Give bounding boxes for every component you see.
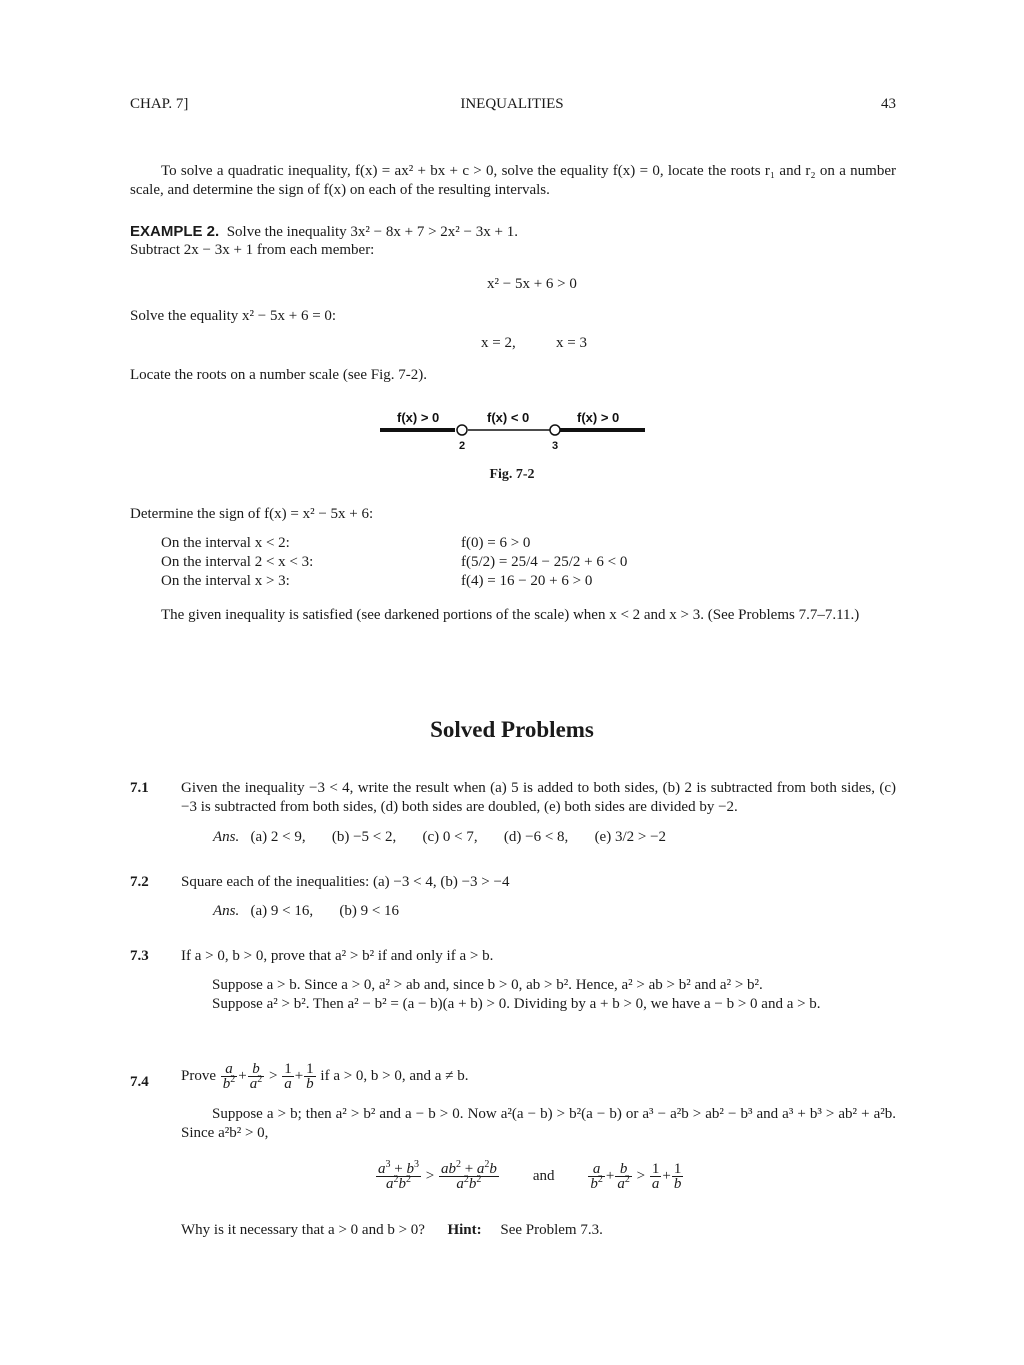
label-middle: f(x) < 0 [487, 410, 530, 425]
label-left: f(x) > 0 [397, 410, 440, 425]
conclusion-text: The given inequality is satisfied (see darkened portions of the scale) when x < 2 and x > 3. (See Problems 7.7–7.11.) [161, 607, 860, 623]
and-word: and [532, 1168, 555, 1184]
answer-c: (c) 0 < 7, [422, 829, 478, 845]
answer-line-7-2 [213, 902, 399, 921]
question-line-7-4 [181, 1221, 603, 1240]
problem-number-7-4: 7.4 [130, 1074, 149, 1090]
interval-value-2: f(5/2) = 25/4 − 25/2 + 6 < 0 [461, 554, 628, 570]
interval-label-3: On the interval x > 3: [161, 573, 290, 589]
root-1: x = 2, [481, 335, 516, 351]
problem-number-7-3: 7.3 [130, 948, 149, 964]
answer-a: (a) 9 < 16, [250, 903, 314, 919]
hint-label: Hint: [447, 1222, 482, 1238]
figure-caption: Fig. 7-2 [489, 467, 535, 482]
interval-value-3: f(4) = 16 − 20 + 6 > 0 [461, 573, 593, 589]
example-equation-1: x² − 5x + 6 > 0 [487, 276, 577, 292]
interval-label-2: On the interval 2 < x < 3: [161, 554, 314, 570]
problem-number-7-2: 7.2 [130, 874, 149, 890]
number-line-figure [370, 405, 660, 453]
interval-label-1: On the interval x < 2: [161, 535, 290, 551]
label-right: f(x) > 0 [577, 410, 620, 425]
ans-label: Ans. [213, 829, 240, 845]
page-number: 43 [881, 96, 896, 112]
answer-d: (d) −6 < 8, [503, 829, 569, 845]
example-step-4: Determine the sign of f(x) = x² − 5x + 6: [130, 506, 374, 522]
answer-b: (b) −5 < 2, [331, 829, 397, 845]
example-label: EXAMPLE 2. [130, 223, 220, 240]
running-head-title: INEQUALITIES [460, 96, 564, 112]
display-inequality-7-4: $\frac{a^3 + b^3}{a^2b^2}$ > $\frac{ab^2 + a^2b}{a^2b^2}$ and $\frac{a}{b^2}$ + $\frac{b}{a^2}$ > $\frac{1}{a}$ + $\frac{1}{b}$ [378, 1159, 682, 1192]
fraction-1-over-b-display: $\frac{1}{b}$ [673, 1161, 682, 1192]
problem-statement-7-4: Prove $\frac{a}{b^2}$ + $\frac{b}{a^2}$ > $\frac{1}{a}$ + $\frac{1}{b}$ if a > 0, b > 0, and a ≠ b. [181, 1061, 469, 1092]
problem-body-7-3-a: Suppose a > b. Since a > 0, a² > ab and, since b > 0, ab > b². Hence, a² > ab > b² and a² > b². [212, 977, 763, 993]
example-step-1: Subtract 2x − 3x + 1 from each member: [130, 242, 375, 258]
fraction-1-over-a: $\frac{1}{a}$ [284, 1061, 292, 1092]
problem-text-7-1: Given the inequality −3 < 4, write the result when (a) 5 is added to both sides, (b) 2 is subtracted from both sides, (c) −3 is subtracted from both sides, (d) both sides are doubled, (e) both sides are divided by −2. [181, 780, 896, 815]
question: Why is it necessary that a > 0 and b > 0? [181, 1222, 425, 1238]
running-head-chapter: CHAP. 7] [130, 96, 189, 112]
example-conclusion [130, 606, 896, 625]
problem-number-7-1: 7.1 [130, 780, 149, 796]
prove-word: Prove [181, 1068, 216, 1084]
intro-paragraph [130, 162, 896, 200]
answer-line-7-1 [213, 828, 666, 847]
open-point-3 [550, 425, 560, 435]
ans-label: Ans. [213, 903, 240, 919]
answer-b: (b) 9 < 16 [339, 903, 400, 919]
fraction-a-over-b2: $\frac{a}{b^2}$ [222, 1061, 236, 1092]
example-step-2: Solve the equality x² − 5x + 6 = 0: [130, 308, 337, 324]
fraction-a3b3-over-a2b2: $\frac{a^3 + b^3}{a^2b^2}$ [378, 1159, 419, 1192]
fraction-b-over-a2: $\frac{b}{a^2}$ [249, 1061, 263, 1092]
fraction-a-over-b2-display: $\frac{a}{b^2}$ [590, 1161, 603, 1192]
open-point-2 [457, 425, 467, 435]
fraction-1-over-a-display: $\frac{1}{a}$ [651, 1161, 660, 1192]
answer-e: (e) 3/2 > −2 [594, 829, 667, 845]
problem-text-7-2: Square each of the inequalities: (a) −3 < 4, (b) −3 > −4 [181, 874, 510, 890]
tick-2: 2 [459, 440, 466, 452]
condition: if a > 0, b > 0, and a ≠ b. [320, 1068, 469, 1084]
hint-text: See Problem 7.3. [500, 1222, 603, 1238]
intro-text: To solve a quadratic inequality, f(x) = ax² + bx + c > 0, solve the equality f(x) = 0, locate the roots r₁ and r₂ on a number scale, and determine the sign of f(x) on each of the resulting intervals. [130, 163, 896, 198]
fraction-ab2-a2b-over-a2b2: $\frac{ab^2 + a^2b}{a^2b^2}$ [440, 1159, 497, 1192]
problem-text-7-3: If a > 0, b > 0, prove that a² > b² if and only if a > b. [181, 948, 494, 964]
example-step-3: Locate the roots on a number scale (see Fig. 7-2). [130, 367, 427, 383]
root-2: x = 3 [556, 335, 587, 351]
problem-body-7-4: Suppose a > b; then a² > b² and a − b > 0. Now a²(a − b) > b²(a − b) or a³ − a²b > ab² − b³ and a³ + b³ > ab² + a²b. Since a²b² > 0, [181, 1106, 896, 1141]
fraction-1-over-b: $\frac{1}{b}$ [306, 1061, 314, 1092]
problem-body-7-3-b: Suppose a² > b². Then a² − b² = (a − b)(a + b) > 0. Dividing by a + b > 0, we have a − b > 0 and a > b. [212, 996, 821, 1012]
section-title: Solved Problems [430, 717, 594, 742]
interval-value-1: f(0) = 6 > 0 [461, 535, 531, 551]
tick-3: 3 [552, 440, 559, 452]
answer-a: (a) 2 < 9, [250, 829, 306, 845]
fraction-b-over-a2-display: $\frac{b}{a^2}$ [617, 1161, 630, 1192]
example-2-statement [130, 222, 518, 242]
example-text: Solve the inequality 3x² − 8x + 7 > 2x² − 3x + 1. [226, 224, 518, 240]
